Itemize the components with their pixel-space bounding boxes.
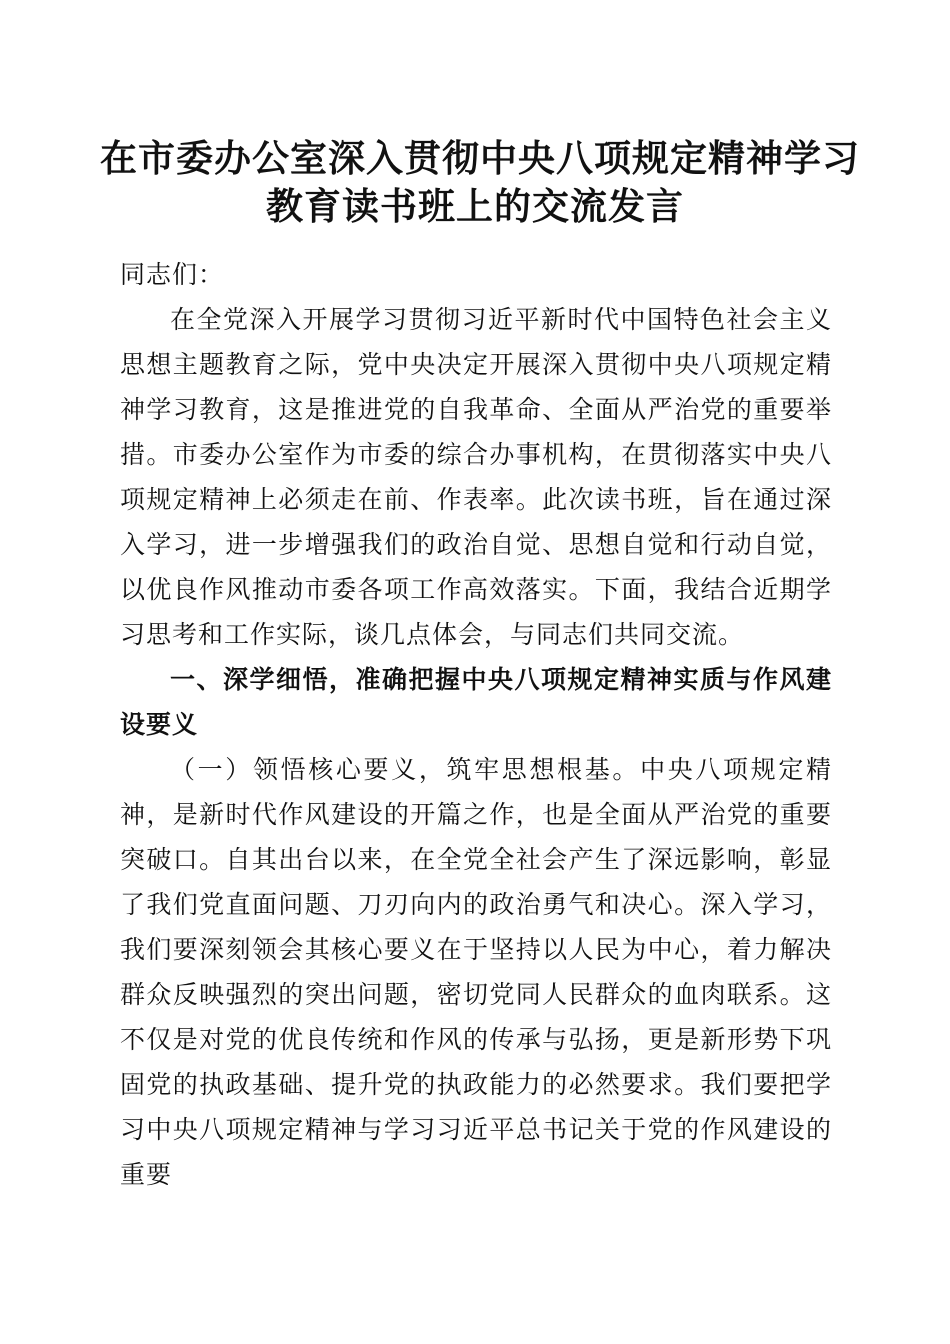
subsection-paragraph-1 <box>120 747 832 1197</box>
title-line-1: 在市委办公室深入贯彻中央八项规定精神学习 <box>100 136 860 180</box>
salutation: 同志们： <box>120 260 225 289</box>
document-body <box>120 252 832 1197</box>
section-heading-1: 一、深学细悟，准确把握中央八项规定精神实质与作风建设要义 <box>120 665 832 739</box>
intro-paragraph: 在全党深入开展学习贯彻习近平新时代中国特色社会主义思想主题教育之际，党中央决定开展深入贯彻中央八项规定精神学习教育，这是推进党的自我革命、全面从严治党的重要举措。市委办公室作为市委的综合办事机构，在贯彻落实中央八项规定精神上必须走在前、作表率。此次读书班，旨在通过深入学习，进一步增强我们的政治自觉、思想自觉和行动自觉，以优良作风推动市委各项工作高效落实。下面，我结合近期学习思考和工作实际，谈几点体会，与同志们共同交流。 <box>120 305 832 649</box>
subsection-text-1: 中央八项规定精神，是新时代作风建设的开篇之作，也是全面从严治党的重要突破口。自其出台以来，在全党全社会产生了深远影响，彰显了我们党直面问题、刀刃向内的政治勇气和决心。深入学习，我们要深刻领会其核心要义在于坚持以人民为中心，着力解决群众反映强烈的突出问题，密切党同人民群众的血肉联系。这不仅是对党的优良传统和作风的传承与弘扬，更是新形势下巩固党的执政基础、提升党的执政能力的必然要求。我们要把学习中央八项规定精神与学习习近平总书记关于党的作风建设的重要 <box>120 755 832 1189</box>
document-title <box>100 134 860 230</box>
subsection-heading-1: （一）领悟核心要义，筑牢思想根基。 <box>170 755 641 784</box>
title-line-2: 教育读书班上的交流发言 <box>266 184 684 228</box>
